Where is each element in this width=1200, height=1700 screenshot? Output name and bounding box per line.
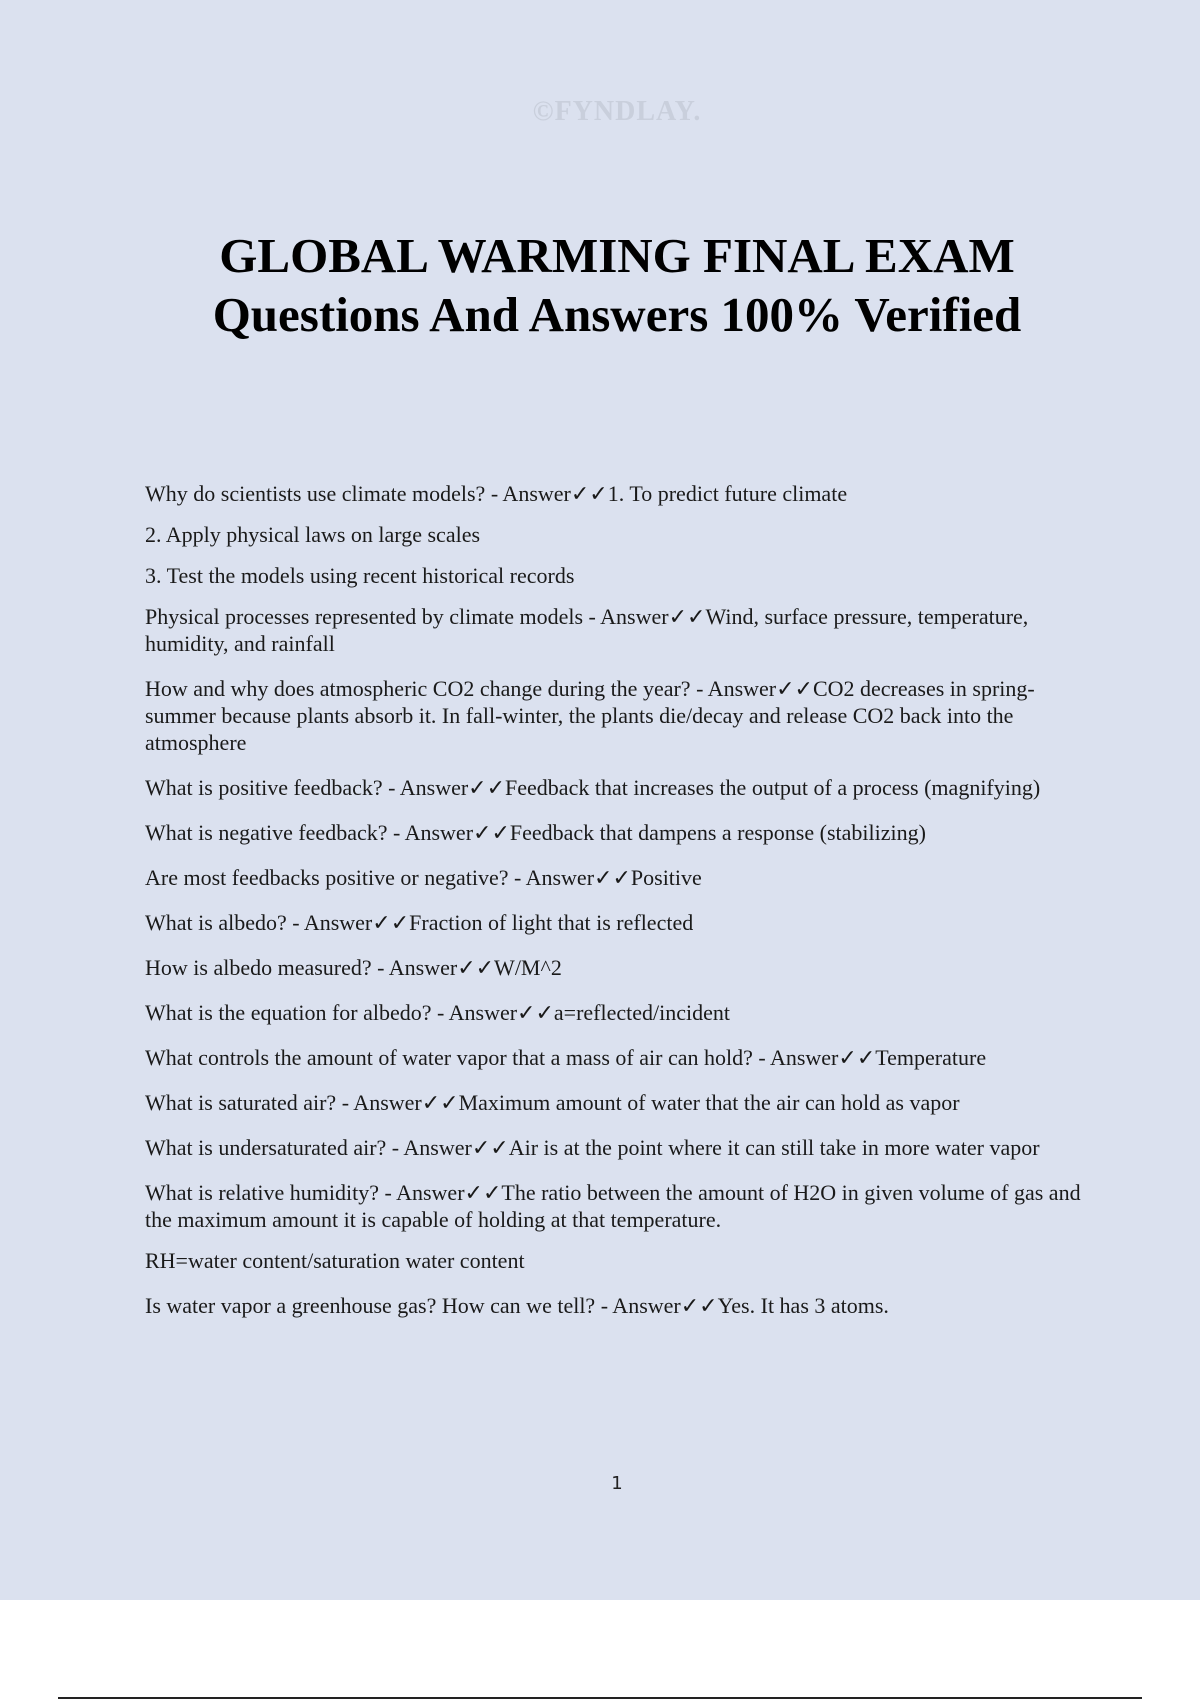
qa-paragraph: What is negative feedback? - Answer✓✓Feedback that dampens a response (stabilizing) — [145, 820, 926, 845]
qa-paragraph: Are most feedbacks positive or negative? - Answer✓✓Positive — [145, 865, 702, 890]
qa-paragraph: RH=water content/saturation water content — [145, 1248, 525, 1273]
watermark: ©FYNDLAY. — [532, 96, 702, 127]
qa-paragraph: What is positive feedback? - Answer✓✓Feedback that increases the output of a process (magnifying) — [145, 775, 1041, 800]
qa-paragraph: What is undersaturated air? - Answer✓✓Air is at the point where it can still take in more water vapor — [145, 1135, 1040, 1160]
qa-paragraph: What is relative humidity? - Answer✓✓The ratio between the amount of H2O in given volume of gas and the maximum amount it is capable of holding at that temperature. — [145, 1180, 1081, 1232]
qa-paragraph: What is saturated air? - Answer✓✓Maximum amount of water that the air can hold as vapor — [145, 1090, 960, 1115]
qa-paragraph: What is the equation for albedo? - Answer✓✓a=reflected/incident — [145, 1000, 730, 1025]
qa-paragraph: How and why does atmospheric CO2 change during the year? - Answer✓✓CO2 decreases in spring-summer because plants absorb it. In fall-winter, the plants die/decay and release CO2 back into the atmosphere — [145, 676, 1035, 755]
qa-paragraph: Is water vapor a greenhouse gas? How can we tell? - Answer✓✓Yes. It has 3 atoms. — [145, 1293, 889, 1318]
title-line-2: Questions And Answers 100% Verified — [212, 287, 1022, 342]
title-line-1: GLOBAL WARMING FINAL EXAM — [219, 228, 1015, 283]
qa-paragraph: Why do scientists use climate models? - Answer✓✓1. To predict future climate — [145, 481, 848, 506]
qa-paragraph: How is albedo measured? - Answer✓✓W/M^2 — [145, 955, 562, 980]
qa-paragraph: 2. Apply physical laws on large scales — [145, 522, 481, 547]
qa-paragraph: What is albedo? - Answer✓✓Fraction of light that is reflected — [145, 910, 694, 935]
qa-paragraph: Physical processes represented by climate models - Answer✓✓Wind, surface pressure, temperature, humidity, and rainfall — [145, 604, 1029, 656]
question-answer-list — [145, 480, 1085, 1337]
qa-paragraph: 3. Test the models using recent historical records — [145, 563, 575, 588]
document-title — [0, 226, 1200, 344]
bottom-divider — [58, 1697, 1142, 1699]
page-number: 1 — [611, 1473, 623, 1494]
qa-paragraph: What controls the amount of water vapor that a mass of air can hold? - Answer✓✓Temperature — [145, 1045, 987, 1070]
